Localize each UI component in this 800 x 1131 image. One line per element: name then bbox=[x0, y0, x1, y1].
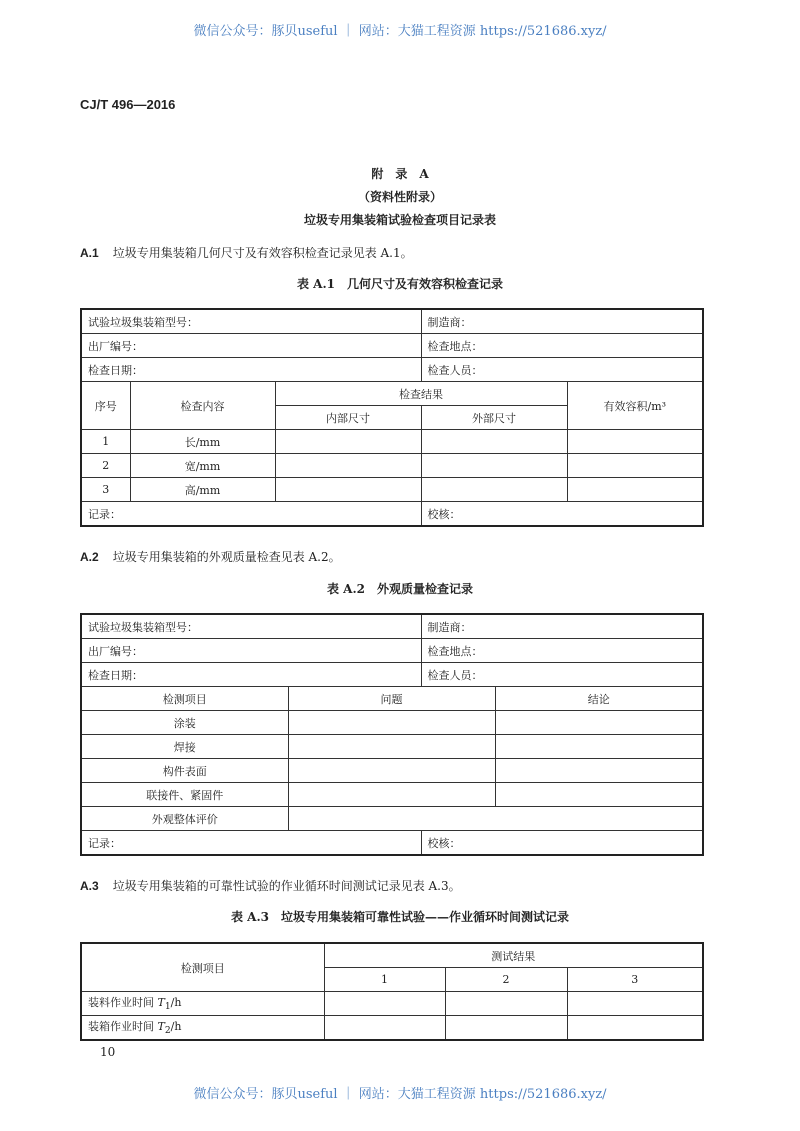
cell-place: 检查地点： bbox=[421, 639, 703, 663]
section-number: A.3 bbox=[80, 879, 99, 893]
cell-item: 联接件、紧固件 bbox=[81, 783, 288, 807]
item-sub: 1 bbox=[164, 1001, 171, 1013]
cell-inspector: 检查人员： bbox=[421, 358, 703, 382]
cell-no: 1 bbox=[81, 430, 130, 454]
section-text: 垃圾专用集装箱的可靠性试验的作业循环时间测试记录见表 A.3。 bbox=[112, 879, 461, 893]
section-text: 垃圾专用集装箱几何尺寸及有效容积检查记录见表 A.1。 bbox=[112, 246, 413, 260]
cell-empty bbox=[421, 454, 567, 478]
cell-empty bbox=[324, 1016, 445, 1041]
item-var: T bbox=[157, 1020, 165, 1034]
table-row bbox=[81, 783, 703, 807]
cell-model: 试验垃圾集装箱型号： bbox=[81, 309, 421, 334]
cell-empty bbox=[288, 759, 495, 783]
header-result: 测试结果 bbox=[324, 943, 703, 968]
cell-empty bbox=[567, 992, 703, 1016]
table-a3 bbox=[80, 942, 704, 1041]
cell-empty bbox=[288, 711, 495, 735]
table-a2-caption: 表 A.2 外观质量检查记录 bbox=[326, 582, 474, 596]
cell-maker: 制造商： bbox=[421, 614, 703, 639]
cell-date: 检查日期： bbox=[81, 663, 421, 687]
cell-empty bbox=[275, 430, 421, 454]
table-row bbox=[81, 430, 703, 454]
table-a2 bbox=[80, 613, 704, 856]
cell-empty bbox=[275, 454, 421, 478]
cell-empty bbox=[288, 807, 703, 831]
table-row bbox=[81, 711, 703, 735]
header-issue: 问题 bbox=[288, 687, 495, 711]
watermark-bottom: 微信公众号：豚贝useful ｜ 网站：大猫工程资源 https://521686.xyz/ bbox=[193, 1087, 607, 1102]
page-number: 10 bbox=[100, 1045, 116, 1059]
header-inner: 内部尺寸 bbox=[275, 406, 421, 430]
cell-item bbox=[81, 992, 324, 1016]
table-row bbox=[81, 759, 703, 783]
cell-empty bbox=[421, 478, 567, 502]
cell-model: 试验垃圾集装箱型号： bbox=[81, 614, 421, 639]
cell-item: 长/mm bbox=[130, 430, 275, 454]
cell-item: 外观整体评价 bbox=[81, 807, 288, 831]
header-no: 序号 bbox=[81, 382, 130, 430]
item-label: 装箱作业时间 bbox=[88, 1020, 158, 1034]
cell-empty bbox=[495, 735, 703, 759]
item-sub: 2 bbox=[164, 1025, 171, 1037]
cell-empty bbox=[495, 759, 703, 783]
header-result: 检查结果 bbox=[275, 382, 567, 406]
cell-check: 校核： bbox=[421, 502, 703, 527]
cell-item: 涂装 bbox=[81, 711, 288, 735]
cell-date: 检查日期： bbox=[81, 358, 421, 382]
header-trial-3: 3 bbox=[567, 968, 703, 992]
cell-empty bbox=[324, 992, 445, 1016]
cell-inspector: 检查人员： bbox=[421, 663, 703, 687]
cell-item: 宽/mm bbox=[130, 454, 275, 478]
cell-serial: 出厂编号： bbox=[81, 334, 421, 358]
item-var: T bbox=[157, 996, 165, 1010]
cell-item: 构件表面 bbox=[81, 759, 288, 783]
cell-empty bbox=[445, 1016, 567, 1041]
cell-item: 焊接 bbox=[81, 735, 288, 759]
cell-empty bbox=[288, 783, 495, 807]
cell-empty bbox=[495, 783, 703, 807]
section-number: A.1 bbox=[80, 246, 99, 260]
cell-empty bbox=[567, 454, 703, 478]
section-a1 bbox=[80, 244, 413, 261]
cell-record: 记录： bbox=[81, 502, 421, 527]
appendix-heading: 垃圾专用集装箱试验检查项目记录表 bbox=[303, 213, 496, 227]
cell-empty bbox=[421, 430, 567, 454]
table-row bbox=[81, 1016, 703, 1041]
cell-empty bbox=[275, 478, 421, 502]
header-item: 检测项目 bbox=[81, 943, 324, 992]
table-row bbox=[81, 454, 703, 478]
header-volume: 有效容积/m³ bbox=[567, 382, 703, 430]
cell-empty bbox=[567, 478, 703, 502]
header-content: 检查内容 bbox=[130, 382, 275, 430]
table-a1 bbox=[80, 308, 704, 527]
header-item: 检测项目 bbox=[81, 687, 288, 711]
table-row bbox=[81, 478, 703, 502]
appendix-title: 附 录 A bbox=[371, 167, 429, 181]
cell-empty bbox=[495, 711, 703, 735]
table-row bbox=[81, 807, 703, 831]
header-conclusion: 结论 bbox=[495, 687, 703, 711]
header-trial-1: 1 bbox=[324, 968, 445, 992]
cell-empty bbox=[288, 735, 495, 759]
section-text: 垃圾专用集装箱的外观质量检查见表 A.2。 bbox=[112, 550, 341, 564]
section-number: A.2 bbox=[80, 550, 99, 564]
cell-empty bbox=[567, 430, 703, 454]
cell-item bbox=[81, 1016, 324, 1041]
header-trial-2: 2 bbox=[445, 968, 567, 992]
cell-item: 高/mm bbox=[130, 478, 275, 502]
table-row bbox=[81, 735, 703, 759]
table-a1-caption: 表 A.1 几何尺寸及有效容积检查记录 bbox=[296, 277, 504, 291]
cell-maker: 制造商： bbox=[421, 309, 703, 334]
cell-place: 检查地点： bbox=[421, 334, 703, 358]
watermark-top: 微信公众号：豚贝useful ｜ 网站：大猫工程资源 https://521686.xyz/ bbox=[193, 24, 607, 39]
cell-record: 记录： bbox=[81, 831, 421, 856]
cell-serial: 出厂编号： bbox=[81, 639, 421, 663]
item-unit: /h bbox=[170, 996, 182, 1010]
header-outer: 外部尺寸 bbox=[421, 406, 567, 430]
table-row bbox=[81, 992, 703, 1016]
cell-empty bbox=[445, 992, 567, 1016]
section-a2 bbox=[80, 548, 341, 565]
cell-no: 2 bbox=[81, 454, 130, 478]
item-label: 装料作业时间 bbox=[88, 996, 158, 1010]
standard-code: CJ/T 496—2016 bbox=[80, 97, 176, 112]
table-a3-caption: 表 A.3 垃圾专用集装箱可靠性试验——作业循环时间测试记录 bbox=[230, 910, 570, 924]
appendix-subtitle: （资料性附录） bbox=[357, 190, 442, 204]
item-unit: /h bbox=[170, 1020, 182, 1034]
cell-no: 3 bbox=[81, 478, 130, 502]
cell-empty bbox=[567, 1016, 703, 1041]
section-a3 bbox=[80, 877, 461, 894]
cell-check: 校核： bbox=[421, 831, 703, 856]
